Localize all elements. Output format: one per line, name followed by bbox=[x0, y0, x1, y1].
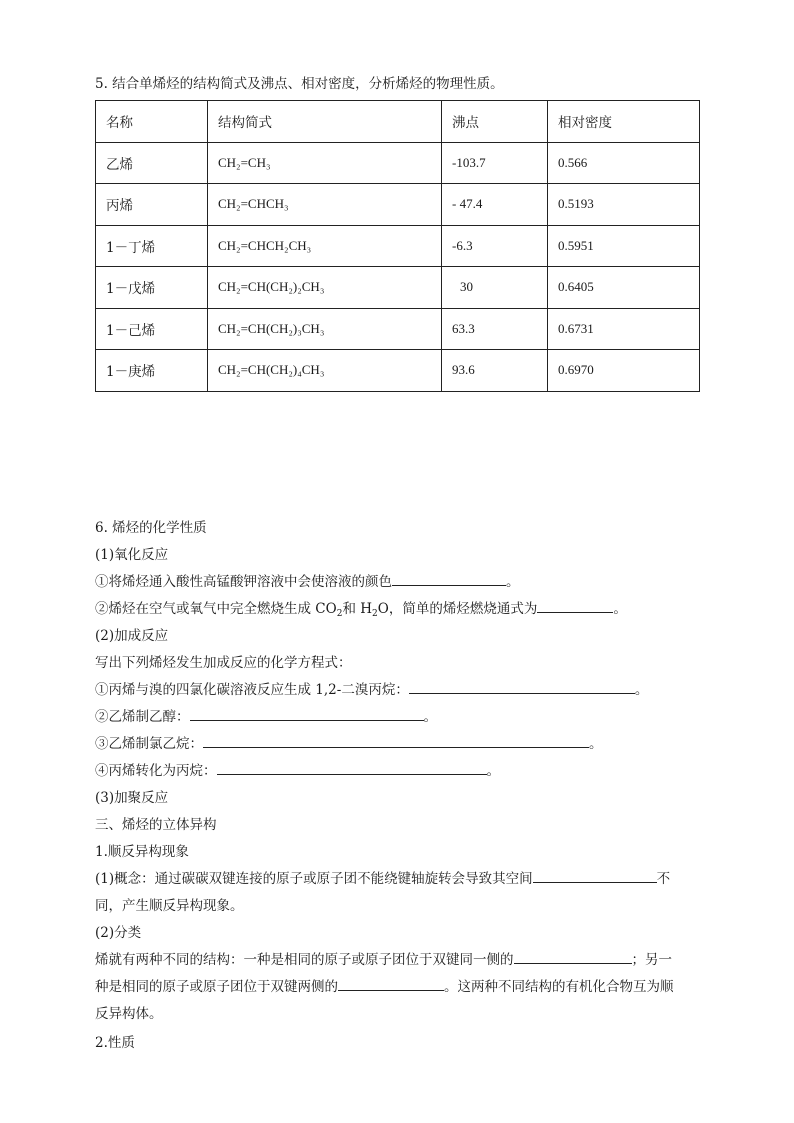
addition-item-4-text: ④丙烯转化为丙烷： bbox=[95, 763, 217, 779]
addition-item-1 bbox=[95, 678, 648, 698]
period: 。 bbox=[634, 682, 649, 698]
alkene-formula: CH₂=CH₃ bbox=[208, 142, 442, 184]
addition-item-3 bbox=[95, 732, 603, 752]
answer-blank[interactable] bbox=[217, 762, 487, 775]
alkene-formula: CH₂=CHCH₂CH₃ bbox=[208, 225, 442, 267]
alkene-formula: CH₂=CH(CH₂)₂CH₃ bbox=[208, 267, 442, 309]
concept-text: (1)概念：通过碳碳双键连接的原子或原子团不能绕键轴旋转会导致其空间 bbox=[95, 871, 533, 887]
concept-line-1 bbox=[95, 867, 670, 887]
classification-text: 。这两种不同结构的有机化合物互为顺 bbox=[444, 979, 674, 995]
addition-item-2 bbox=[95, 705, 437, 725]
classification-heading: (2)分类 bbox=[95, 925, 142, 941]
alkene-boiling-point: 63.3 bbox=[442, 308, 548, 350]
alkene-name: 1－戊烯 bbox=[96, 267, 208, 309]
addition-heading: (2)加成反应 bbox=[95, 628, 169, 644]
alkene-boiling-point: -103.7 bbox=[442, 142, 548, 184]
addition-intro: 写出下列烯烃发生加成反应的化学方程式： bbox=[95, 655, 352, 671]
table-row bbox=[96, 142, 700, 184]
alkene-properties-table bbox=[95, 100, 700, 392]
question-6-title: 6. 烯烃的化学性质 bbox=[95, 520, 207, 536]
header-formula: 结构简式 bbox=[208, 101, 442, 143]
classification-text: 烯就有两种不同的结构：一种是相同的原子或原子团位于双键同一侧的 bbox=[95, 952, 514, 968]
classification-line-2 bbox=[95, 975, 674, 995]
alkene-formula: CH₂=CHCH₃ bbox=[208, 184, 442, 226]
addition-item-3-text: ③乙烯制氯乙烷： bbox=[95, 736, 203, 752]
alkene-boiling-point: 93.6 bbox=[442, 350, 548, 392]
table-row bbox=[96, 308, 700, 350]
period: 。 bbox=[423, 709, 437, 725]
concept-text: 不 bbox=[656, 871, 671, 887]
polymerization-heading: (3)加聚反应 bbox=[95, 790, 169, 806]
oxidation-item-2 bbox=[95, 597, 627, 617]
header-density: 相对密度 bbox=[548, 101, 700, 143]
answer-blank[interactable] bbox=[409, 681, 635, 694]
classification-line-3: 反异构体。 bbox=[95, 1006, 163, 1022]
oxidation-item-2-text: ②烯烃在空气或氧气中完全燃烧生成 CO bbox=[95, 601, 337, 617]
answer-blank[interactable] bbox=[537, 600, 613, 613]
table-row bbox=[96, 225, 700, 267]
answer-blank[interactable] bbox=[392, 573, 506, 586]
alkene-boiling-point: -6.3 bbox=[442, 225, 548, 267]
answer-blank[interactable] bbox=[190, 708, 424, 721]
alkene-formula: CH₂=CH(CH₂)₄CH₃ bbox=[208, 350, 442, 392]
oxidation-item-2-text: 和 H bbox=[342, 601, 373, 617]
question-5-title: 5. 结合单烯烃的结构简式及沸点、相对密度，分析烯烃的物理性质。 bbox=[95, 76, 504, 92]
alkene-name: 丙烯 bbox=[96, 184, 208, 226]
classification-text: ；另一 bbox=[631, 952, 672, 968]
addition-item-4 bbox=[95, 759, 500, 779]
table-row bbox=[96, 267, 700, 309]
alkene-name: 乙烯 bbox=[96, 142, 208, 184]
subscript: 2 bbox=[372, 609, 378, 619]
oxidation-item-1-text: ①将烯烃通入酸性高锰酸钾溶液中会使溶液的颜色 bbox=[95, 574, 392, 590]
classification-text: 种是相同的原子或原子团位于双键两侧的 bbox=[95, 979, 338, 995]
addition-item-2-text: ②乙烯制乙醇： bbox=[95, 709, 190, 725]
period: 。 bbox=[613, 601, 627, 617]
table-header-row bbox=[96, 101, 700, 143]
alkene-density: 0.5951 bbox=[548, 225, 700, 267]
oxidation-item-1 bbox=[95, 570, 520, 590]
alkene-name: 1－庚烯 bbox=[96, 350, 208, 392]
alkene-density: 0.6405 bbox=[548, 267, 700, 309]
answer-blank[interactable] bbox=[533, 870, 657, 883]
alkene-name: 1－丁烯 bbox=[96, 225, 208, 267]
alkene-boiling-point: 30 bbox=[442, 267, 548, 309]
oxidation-heading: (1)氧化反应 bbox=[95, 547, 169, 563]
oxidation-item-2-text: O，简单的烯烃燃烧通式为 bbox=[377, 601, 538, 617]
alkene-density: 0.6731 bbox=[548, 308, 700, 350]
table-row bbox=[96, 350, 700, 392]
alkene-name: 1－己烯 bbox=[96, 308, 208, 350]
classification-line-1 bbox=[95, 948, 672, 968]
alkene-density: 0.5193 bbox=[548, 184, 700, 226]
properties-heading: 2.性质 bbox=[95, 1035, 135, 1051]
alkene-formula: CH₂=CH(CH₂)₃CH₃ bbox=[208, 308, 442, 350]
answer-blank[interactable] bbox=[338, 978, 444, 991]
period: 。 bbox=[506, 574, 520, 590]
alkene-density: 0.6970 bbox=[548, 350, 700, 392]
table-row bbox=[96, 184, 700, 226]
answer-blank[interactable] bbox=[203, 735, 589, 748]
subscript: 2 bbox=[336, 609, 343, 619]
header-name: 名称 bbox=[96, 101, 208, 143]
cis-trans-heading: 1.顺反异构现象 bbox=[95, 844, 189, 860]
addition-item-1-text: ①丙烯与溴的四氯化碳溶液反应生成 1,2-二溴丙烷： bbox=[95, 682, 409, 698]
period: 。 bbox=[589, 736, 603, 752]
section-3-title: 三、烯烃的立体异构 bbox=[95, 817, 217, 833]
answer-blank[interactable] bbox=[514, 951, 632, 964]
concept-line-2: 同，产生顺反异构现象。 bbox=[95, 898, 244, 914]
alkene-boiling-point: - 47.4 bbox=[442, 184, 548, 226]
header-boiling-point: 沸点 bbox=[442, 101, 548, 143]
alkene-density: 0.566 bbox=[548, 142, 700, 184]
period: 。 bbox=[486, 763, 500, 779]
